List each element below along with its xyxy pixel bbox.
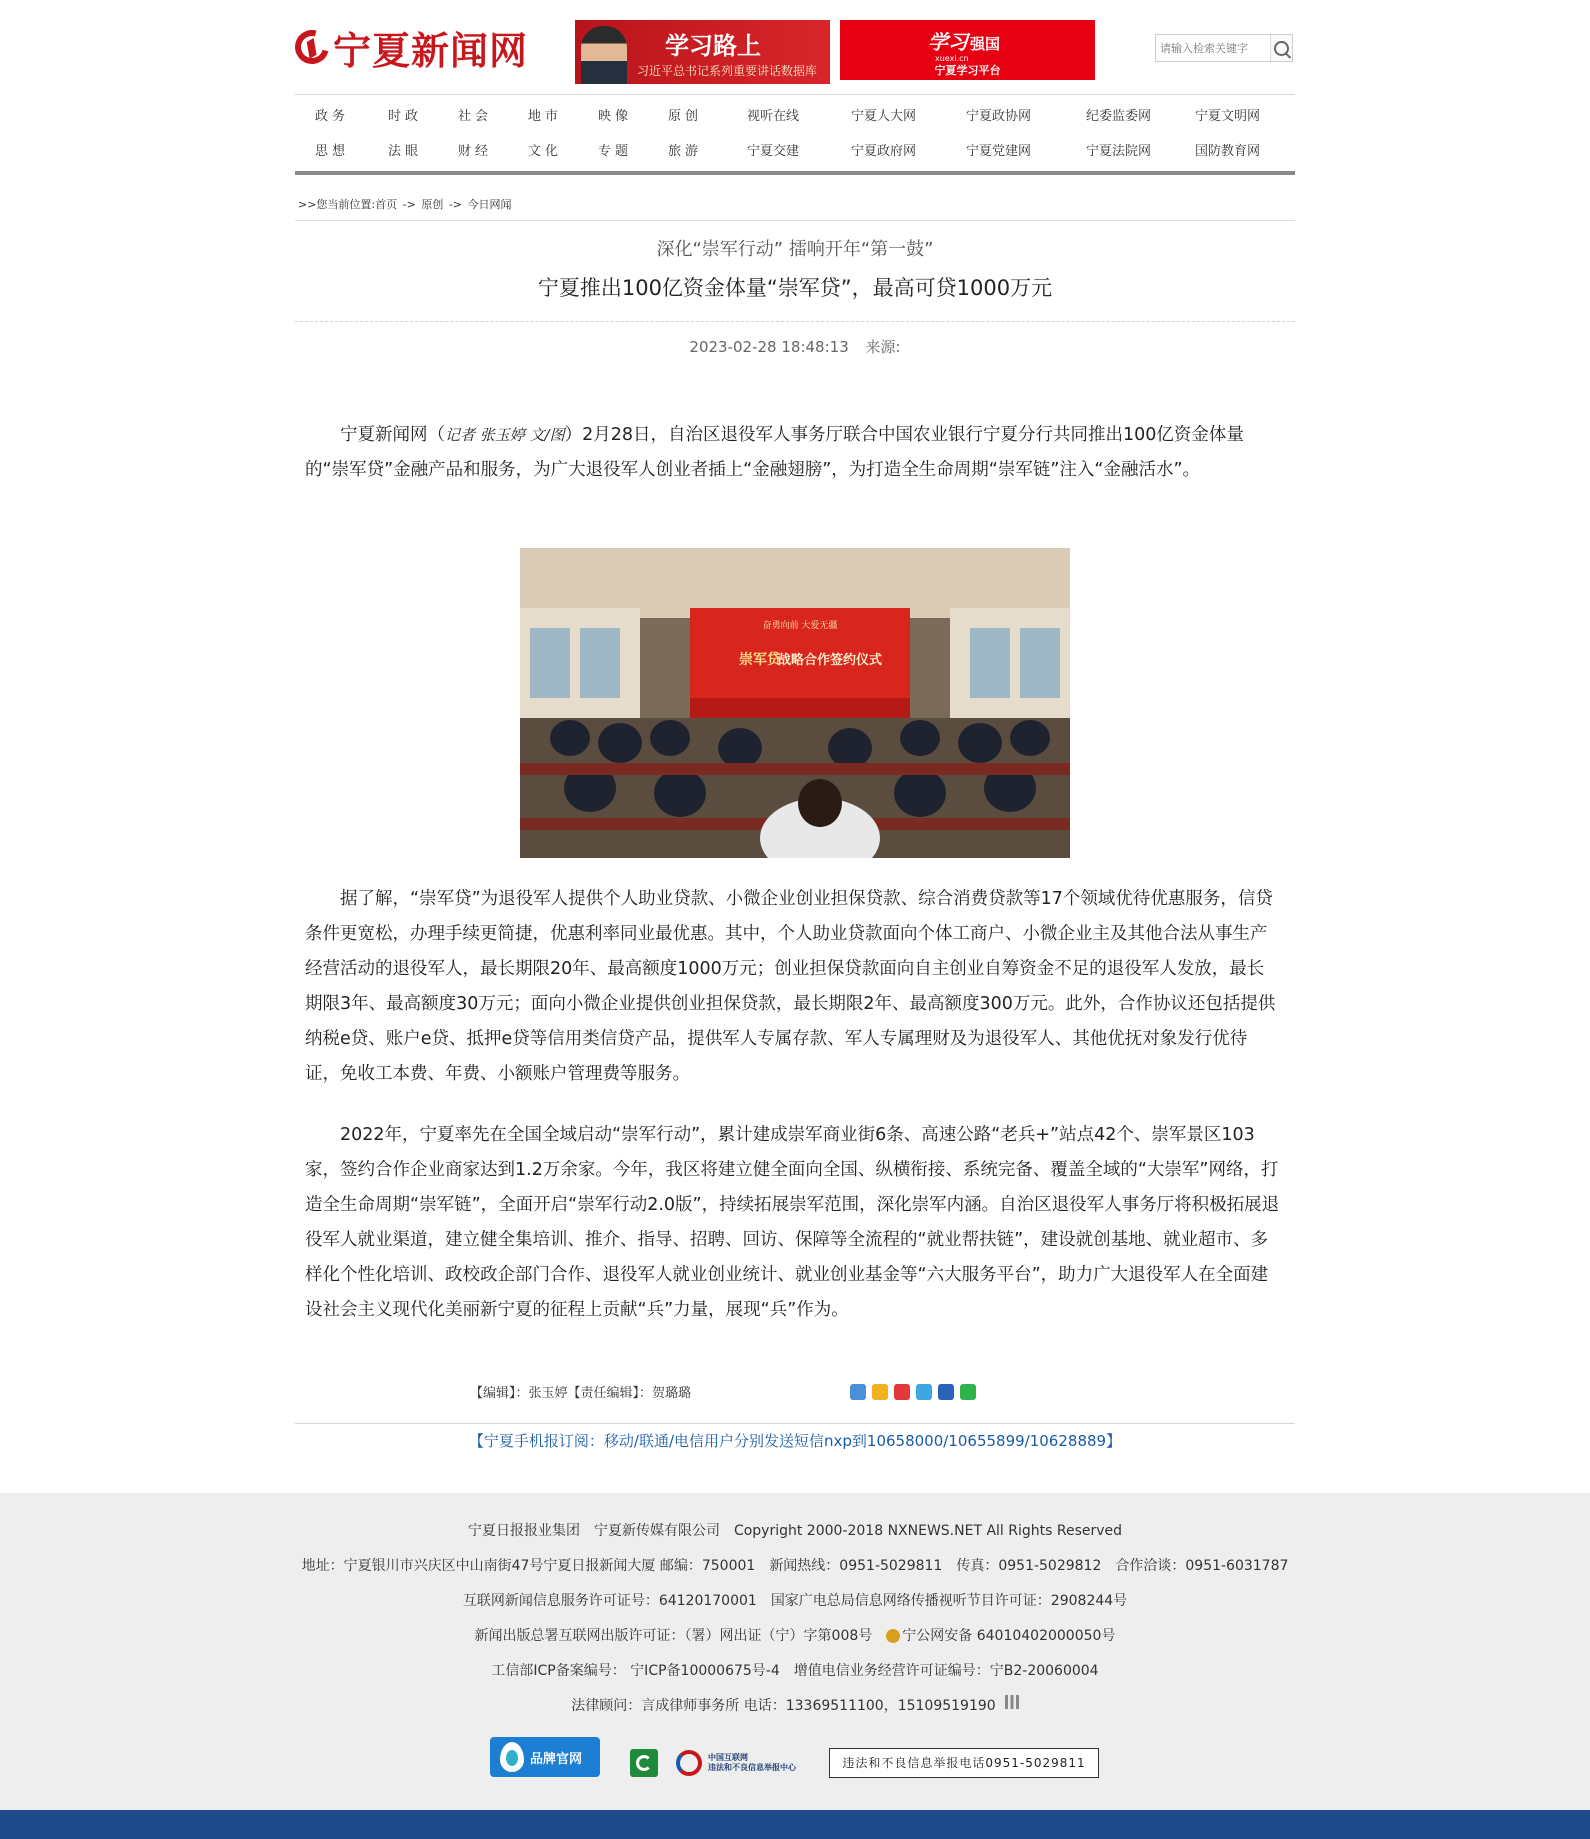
breadcrumb-home[interactable]: >>您当前位置:首页 [298,198,398,211]
article-meta [295,336,1295,357]
banner-title: 学习路上 [665,32,761,60]
search-button[interactable] [1270,35,1292,61]
main-nav [295,98,1295,168]
share-renren-icon[interactable] [938,1384,954,1400]
article-subtitle: 深化“崇军行动” 擂响开年“第一鼓” [656,239,934,260]
share-tencent-icon[interactable] [916,1384,932,1400]
article-datetime: 2023-02-28 18:48:13 [689,338,849,356]
nav-item[interactable]: 思想 [315,144,350,159]
footer-line-4: 新闻出版总署互联网出版许可证：（署）网出证（宁）字第008号 宁公网安备 64010402000050号 [474,1628,1116,1644]
footer-line-1: 宁夏日报报业集团 宁夏新传媒有限公司 Copyright 2000-2018 NXNEWS.NET All Rights Reserved [467,1523,1123,1539]
nav-bottom-bar [295,171,1295,175]
banner-caption: 宁夏学习平台 [934,64,1001,77]
breadcrumb-today[interactable]: 今日网闻 [467,198,512,211]
nav-item[interactable]: 政务 [315,109,350,124]
screen-line2-text: 战略合作签约仪式 [777,653,883,668]
breadcrumb [297,196,513,212]
nav-item[interactable]: 宁夏法院网 [1086,144,1152,159]
banner-logo-text: 学习 强国 [928,30,1001,54]
portrait-image [581,26,627,84]
nav-item[interactable]: 视听在线 [747,109,800,124]
breadcrumb-original[interactable]: 原创 [421,198,444,211]
report-center-logo-icon [676,1750,702,1776]
article-paragraph-2: 据了解，“崇军贷”为退役军人提供个人助业贷款、小微企业创业担保贷款、综合消费贷款等17个领域优待优惠服务，信贷条件更宽松，办理手续更简捷，优惠利率同业最优惠。其中，个人助业贷款面向个体工商户、小微企业主及其他合法从事生产经营活动的退役军人，最长期限20年、最高额度1000万元；创业担保贷款面向自主创业自筹资金不足的退役军人发放，最长期限3年、最高额度30万元；面向小微企业提供创业担保贷款，最长期限2年、最高额度300万元。此外，合作协议还包括提供纳税e贷、账户e贷、抵押e贷等信用类信贷产品，提供军人专属存款、军人专属理财及为退役军人、其他优抚对象发行优待证，免收工本费、年费、小额账户管理费等服务。 [305,889,1276,1084]
water-drop-icon [500,1742,524,1772]
search-icon [1274,41,1289,56]
bottom-bar [0,1810,1590,1839]
screen-line1-text: 崇军贷 [739,652,781,668]
screen-top-text: 奋勇向前 大爱无疆 [762,621,838,631]
green-verification-icon[interactable] [630,1749,658,1777]
nav-item[interactable]: 宁夏党建网 [966,144,1032,159]
sms-subscription-link[interactable]: 【宁夏手机报订阅：移动/联通/电信用户分别发送短信nxp到10658000/10655899/10628889】 [468,1432,1122,1450]
footer-line-2: 地址：宁夏银川市兴庆区中山南街47号宁夏日报新闻大厦 邮编：750001 新闻热线：0951-5029811 传真：0951-5029812 合作洽谈：0951-6031787 [301,1558,1289,1574]
banner-url: xuexi.cn [935,54,969,63]
share-more-icon[interactable] [850,1384,866,1400]
nav-item[interactable]: 宁夏人大网 [851,109,917,124]
nav-item[interactable]: 文化 [528,144,563,159]
nav-item[interactable]: 宁夏交建 [747,144,800,159]
footer-line-3: 互联网新闻信息服务许可证号：64120170001 国家广电总局信息网络传播视听节目许可证：2908244号 [462,1593,1128,1609]
article-paragraph-3: 2022年，宁夏率先在全国全域启动“崇军行动”，累计建成崇军商业街6条、高速公路“老兵+”站点42个、崇军景区103家，签约合作企业商家达到1.2万余家。今年，我区将建立健全面向全国、纵横衔接、系统完备、覆盖全域的“大崇军”网络，打造全生命周期“崇军链”，全面开启“崇军行动2.0版”，持续拓展崇军范围，深化崇军内涵。自治区退役军人事务厅将积极拓展退役军人就业渠道，建立健全集培训、推介、指导、招聘、回访、保障等全流程的“就业帮扶链”，建设就创基地、就业超市、多样化个性化培训、政校政企部门合作、退役军人就业创业统计、就业创业基金等“六大服务平台”，助力广大退役军人在全面建设社会主义现代化美丽新宁夏的征程上贡献“兵”力量，展现“兵”作为。 [305,1125,1280,1320]
breadcrumb-sep: -> [402,198,416,211]
divider [295,220,1295,221]
share-qzone-icon[interactable] [872,1384,888,1400]
article-title: 宁夏推出100亿资金体量“崇军贷”，最高可贷1000万元 [537,276,1053,300]
search-input[interactable] [1156,35,1270,61]
divider [295,1423,1295,1424]
share-icons [850,1384,976,1400]
brand-official-label: 品牌官网 [530,1751,583,1767]
nav-item[interactable]: 原创 [668,109,703,124]
signing-ceremony-image [520,548,1070,858]
footer-line-5: 工信部ICP备案编号： 宁ICP备10000675号-4 增值电信业务经营许可证编号：宁B2-20060004 [491,1663,1099,1679]
search-box [1155,34,1293,62]
nav-item[interactable]: 时政 [388,109,423,124]
xuexi-qiangguo-banner[interactable] [840,20,1095,80]
nav-item[interactable]: 纪委监委网 [1086,109,1152,124]
article-paragraph-1: 宁夏新闻网（记者 张玉婷 文/图）2月28日，自治区退役军人事务厅联合中国农业银行宁夏分行共同推出100亿资金体量的“崇军贷”金融产品和服务，为广大退役军人创业者插上“金融翅膀”，为打造全生命周期“崇军链”注入“金融活水”。 [305,425,1244,480]
report-phone-badge[interactable]: 违法和不良信息举报电话0951-5029811 [829,1748,1099,1778]
reporter-byline: 记者 张玉婷 文/图 [445,426,565,444]
article-photo[interactable] [520,548,1070,858]
police-badge-icon [886,1629,900,1643]
logo-mark-icon [289,24,335,70]
nav-top-divider [295,94,1295,95]
nav-item[interactable]: 宁夏文明网 [1195,109,1261,124]
brand-official-badge[interactable] [490,1737,600,1777]
nav-item[interactable]: 映像 [598,109,633,124]
cnzz-stats-icon[interactable] [1005,1695,1019,1709]
article-source: 来源: [865,338,901,356]
nav-item[interactable]: 国防教育网 [1195,144,1261,159]
nav-item[interactable]: 地市 [528,109,563,124]
banner-subtitle: 习近平总书记系列重要讲话数据库 [637,64,818,78]
editor-credits: 【编辑】：张玉婷【责任编辑】：贺璐璐 [470,1386,692,1401]
nav-item[interactable]: 宁夏政协网 [966,109,1032,124]
nav-item[interactable]: 专题 [598,144,633,159]
site-logo[interactable] [295,22,528,72]
nav-item[interactable]: 社会 [458,109,493,124]
nav-item[interactable]: 宁夏政府网 [851,144,917,159]
illegal-info-report-center-badge[interactable]: 中国互联网 违法和不良信息举报中心 [676,1748,796,1778]
nav-item[interactable]: 财经 [458,144,493,159]
divider [295,321,1295,322]
study-road-banner[interactable] [575,20,830,84]
nav-item[interactable]: 法眼 [388,144,423,159]
footer-line-6: 法律顾问：言成律师事务所 电话：13369511100，15109519190 [0,1695,1590,1715]
logo-text: 宁夏新闻网 [333,27,529,73]
share-weibo-icon[interactable] [894,1384,910,1400]
breadcrumb-sep: -> [448,198,463,211]
share-wechat-icon[interactable] [960,1384,976,1400]
nav-item[interactable]: 旅游 [668,144,703,159]
